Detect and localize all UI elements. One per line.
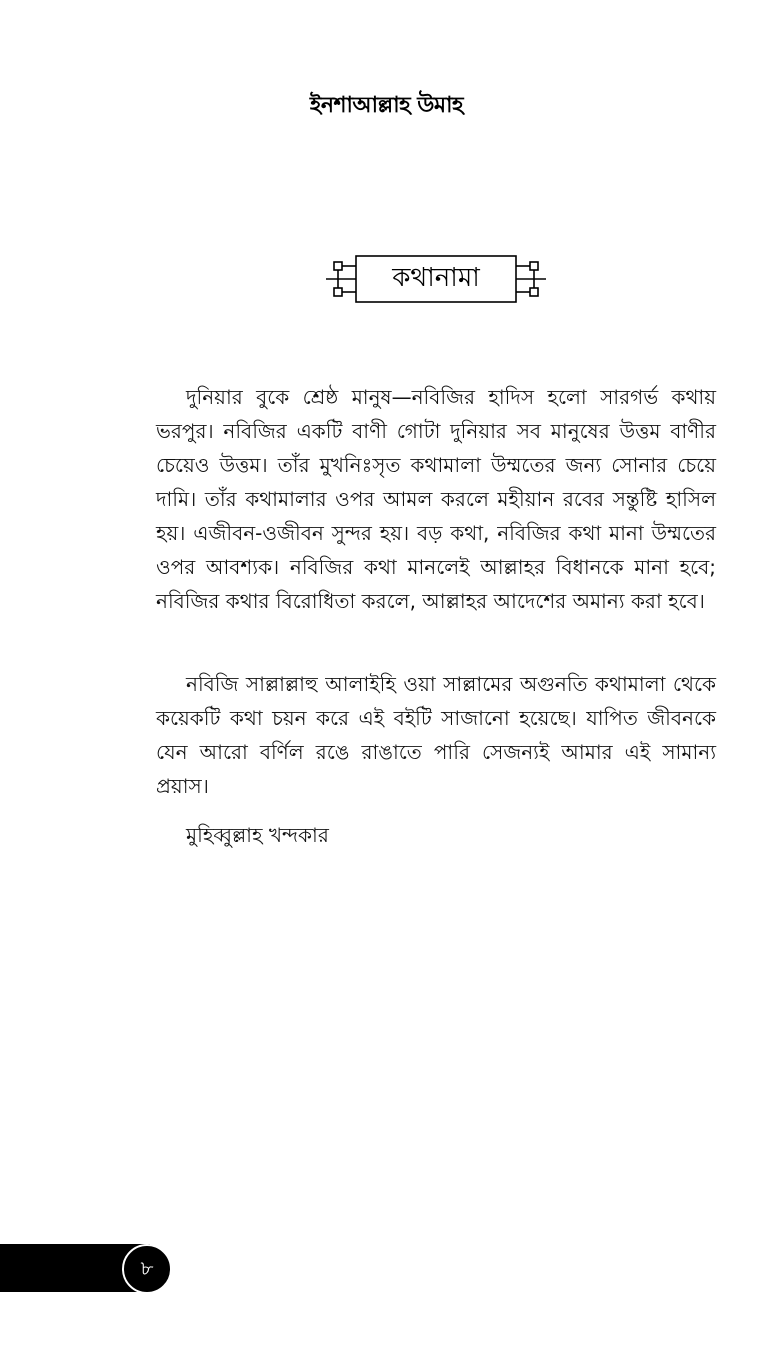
running-header: ইনশাআল্লাহ উমাহ [309, 93, 464, 118]
chapter-title: কথানামা [392, 263, 480, 293]
chapter-title-frame [322, 252, 550, 306]
body-paragraph: দুনিয়ার বুকে শ্রেষ্ঠ মানুষ—নবিজির হাদিস হলো সারগর্ভ কথায় ভরপুর। নবিজির একটি বাণী গোটা দুনিয়ার সব মানুষের উত্তম বাণীর চেয়েও উত্তম। তাঁর মুখনিঃসৃত কথামালা উম্মতের জন্য সোনার চেয়ে দামি। তাঁর কথামালার ওপর আমল করলে মহীয়ান রবের সন্তুষ্টি হাসিল হয়। এজীবন-ওজীবন সুন্দর হয়। বড় কথা, নবিজির কথা মানা উম্মতের ওপর আবশ্যক। নবিজির কথা মানলেই আল্লাহর বিধানকে মানা হবে; নবিজির কথার বিরোধিতা করলে, আল্লাহর আদেশের অমান্য করা হবে। [156, 385, 716, 613]
author-signature: মুহিব্বুল্লাহ খন্দকার [186, 823, 329, 847]
body-paragraph: নবিজি সাল্লাল্লাহু আলাইহি ওয়া সাল্লামের অগুনতি কথামালা থেকে কয়েকটি কথা চয়ন করে এই বইটি সাজানো হয়েছে। যাপিত জীবনকে যেন আরো বর্ণিল রঙে রাঙাতে পারি সেজন্যই আমার এই সামান্য প্রয়াস। [156, 672, 716, 798]
page-number: ৮ [122, 1244, 172, 1294]
